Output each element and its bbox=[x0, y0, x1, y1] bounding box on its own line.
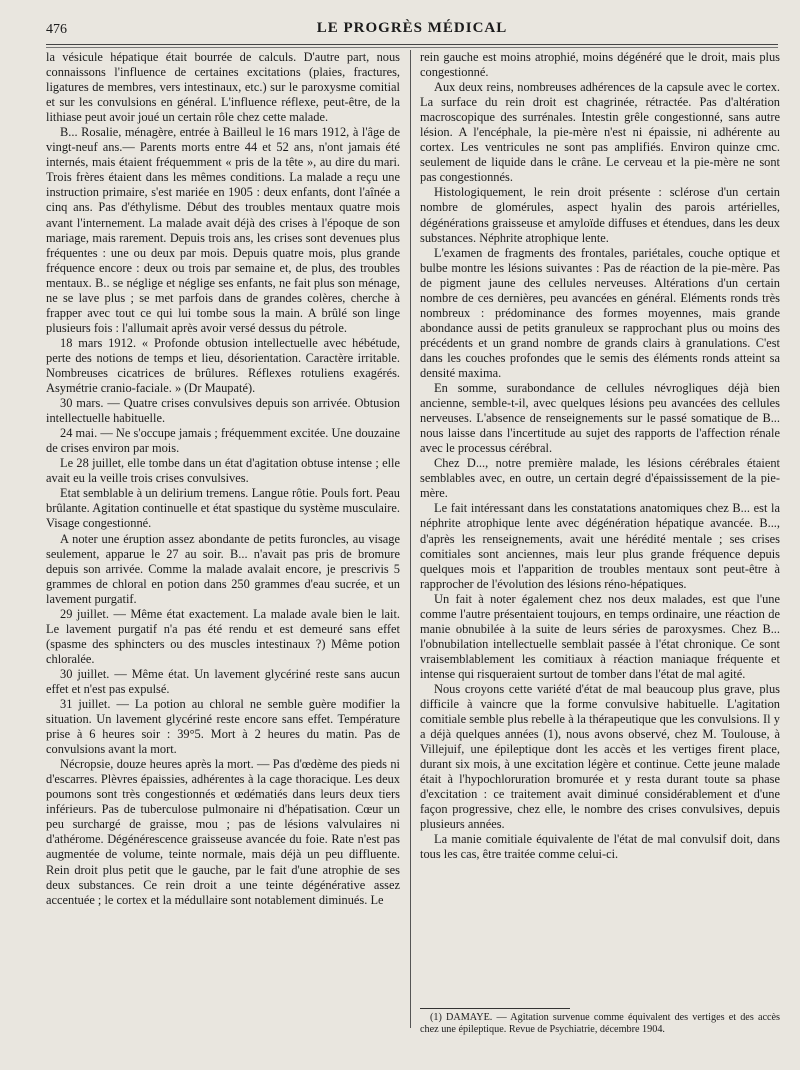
paragraph: Etat semblable à un delirium tremens. Langue rôtie. Pouls fort. Peau brûlante. Agitation continuelle et état spastique du système musculaire. Visage congestionné. bbox=[46, 486, 400, 531]
paragraph: 29 juillet. — Même état exactement. La malade avale bien le lait. Le lavement purgatif n'a pas été rendu et est demeuré sans effet (spasme des sphincters ou des muscles intestinaux ?) Même potion chloralée. bbox=[46, 606, 400, 666]
paragraph: B... Rosalie, ménagère, entrée à Bailleul le 16 mars 1912, à l'âge de vingt-neuf ans.— Parents morts entre 44 et 52 ans, n'ont jamais été internés, mais étaient fréquemment « pris de la tête », au dire du mari. Trois frères étaient dans les mêmes conditions. La malade a reçu une instruction primaire, s'est mariée en 1905 : deux enfants, dont l'aînée a cinq ans. Pas d'éthylisme. Début des troubles mentaux quatre mois avant l'internement. La malade avait déjà des crises à l'époque de son mariage, mais rarement. Depuis trois ans, les crises sont devenues plus fréquentes : une ou deux par mois. Depuis quatre mois, plus grande fréquence encore : deux ou trois par semaine et, de plus, des troubles mentaux. B.. se néglige et néglige ses enfants, ne fait plus son ménage, ne se lave plus ; se met parfois dans de grandes colères, cherche à frapper avec tout ce qui lui tombe sous la main. A brûlé son linge plusieurs fois : l'allumait après avoir versé dessus du pétrole. bbox=[46, 125, 400, 335]
paragraph: L'examen de fragments des frontales, pariétales, couche optique et bulbe montre les lésions suivantes : Pas de réaction de la pie-mère. Pas de pigment jaune des cellules nerveuses. Altérations d'un certain nombre de ces dernières, peu avancées en général. Eléments ronds très nombreux : prédominance des formes moyennes, mais grande abondance aussi de petits granuleux se rapprochant plus ou moins des précédents et un grand nombre de grands clairs à granulations. C'est dans les couches profondes que le semis des éléments ronds atteint sa densité maxima. bbox=[420, 245, 780, 380]
paragraph: Le 28 juillet, elle tombe dans un état d'agitation obtuse intense ; elle avait eu la veille trois crises convulsives. bbox=[46, 456, 400, 486]
paragraph: Nécropsie, douze heures après la mort. — Pas d'œdème des pieds ni d'escarres. Plèvres épaissies, adhérentes à la cage thoracique. Les deux poumons sont très congestionnés et œdématiés dans leurs deux tiers inférieurs. Pas de tuberculose pulmonaire ni d'hépatisation. Cœur un peu surchargé de graisse, mou ; pas de lésions valvulaires ni d'athérome. Dégénérescence graisseuse avancée du foie. Rate n'est pas augmentée de volume, teinte normale, mais déjà un peu diffluente. Rein droit plus petit que le gauche, par le fait d'une atrophie de ses deux substances. Ce rein droit a une teinte dégénérative assez accentuée ; le cortex et la médullaire sont notablement diminués. Le bbox=[46, 757, 400, 907]
journal-title: LE PROGRÈS MÉDICAL bbox=[316, 20, 508, 36]
left-column bbox=[46, 50, 400, 908]
footnote bbox=[420, 1012, 780, 1036]
column-divider bbox=[410, 50, 411, 1028]
paragraph: Le fait intéressant dans les constatations anatomiques chez B... est la néphrite atrophique lente avec dégénération hépatique avancée. B..., d'après les renseignements, avait une hérédité mentale ; ses crises comitiales sont anciennes, mais leur plus grande fréquence depuis quelques mois et l'apparition de troubles mentaux sont peut-être à rapprocher de l'évolution des lésions réno-hépatiques. bbox=[420, 501, 780, 591]
paragraph: 30 mars. — Quatre crises convulsives depuis son arrivée. Obtusion intellectuelle habituelle. bbox=[46, 396, 400, 426]
paragraph: rein gauche est moins atrophié, moins dégénéré que le droit, mais plus congestionné. bbox=[420, 50, 780, 80]
paragraph: Aux deux reins, nombreuses adhérences de la capsule avec le cortex. La surface du rein droit est chagrinée, rétractée. Pas d'altération macroscopique des surrénales. Intestin grêle congestionné, sans autre lésion. A l'encéphale, la pie-mère n'est ni épaissie, ni adhérente au cortex. Les ventricules ne sont pas amplifiés. Environ quinze cmc. seulement de liquide dans le crâne. Le cerveau et la pie-mère ne sont pas congestionnés. bbox=[420, 80, 780, 185]
page-number: 476 bbox=[46, 22, 67, 37]
paragraph: Histologiquement, le rein droit présente : sclérose d'un certain nombre de glomérules, aspect hyalin des parois artérielles, dégénérations graisseuse et amyloïde diffuses et étendues, dans les deux substances. Néphrite atrophique lente. bbox=[420, 185, 780, 245]
right-column bbox=[420, 50, 780, 863]
paragraph: A noter une éruption assez abondante de petits furoncles, au visage seulement, apparue le 27 au soir. B... n'avait pas pris de bromure depuis son arrivée. Comme la malade avalait encore, je prescrivis 5 grammes de chloral en potion dans 250 grammes d'eau sucrée, et un lavement purgatif. bbox=[46, 531, 400, 606]
header-rule bbox=[46, 44, 778, 48]
paragraph: Chez D..., notre première malade, les lésions cérébrales étaient semblables avec, en outre, un certain degré d'épaississement de la pie-mère. bbox=[420, 456, 780, 501]
paragraph: 24 mai. — Ne s'occupe jamais ; fréquemment excitée. Une douzaine de crises environ par mois. bbox=[46, 426, 400, 456]
paragraph: 30 juillet. — Même état. Un lavement glycériné reste sans aucun effet et n'est pas expulsé. bbox=[46, 666, 400, 696]
paragraph: Un fait à noter également chez nos deux malades, est que l'une comme l'autre présentaient toujours, en temps ordinaire, une réaction de manie obnubilée à la suite de leurs séries de paroxysmes. Chez B... l'obnubilation intellectuelle semblait passée à l'état chronique. Ce sont vraisemblablement les comitiaux à réaction maniaque fréquente et intense qui risqueraient surtout de tomber dans l'état de mal agité. bbox=[420, 591, 780, 681]
footnote-rule bbox=[420, 1008, 570, 1009]
paragraph: En somme, surabondance de cellules névrogliques déjà bien ancienne, semble-t-il, avec quelques lésions peu avancées des cellules nerveuses. L'absence de renseignements sur le passé somatique de B... nous laisse dans l'incertitude au sujet des rapports de l'affection rénale avec le processus cérébral. bbox=[420, 381, 780, 456]
page-header bbox=[46, 18, 778, 42]
paragraph: 18 mars 1912. « Profonde obtusion intellectuelle avec hébétude, perte des notions de temps et lieu, désorientation. Caractère irritable. Nombreuses cicatrices de brûlures. Réflexes rotuliens exagérés. Asymétrie cranio-faciale. » (Dr Maupaté). bbox=[46, 335, 400, 396]
paragraph: la vésicule hépatique était bourrée de calculs. D'autre part, nous connaissons l'influence de certaines excitations (plaies, fractures, ligatures de membres, vers intestinaux, etc.) sur le paroxysme comitial et sur les convulsions en général. L'influence réflexe, peut-être, de la lithiase peut avoir joué un certain rôle chez cette malade. bbox=[46, 50, 400, 125]
paragraph: La manie comitiale équivalente de l'état de mal convulsif doit, dans tous les cas, être traitée comme celui-ci. bbox=[420, 832, 780, 862]
paragraph: 31 juillet. — La potion au chloral ne semble guère modifier la situation. Un lavement glycériné reste encore sans effet. Température prise à 6 heures soir : 39°5. Mort à 2 heures du matin. Pas de convulsions avant la mort. bbox=[46, 697, 400, 757]
paragraph: Nous croyons cette variété d'état de mal beaucoup plus grave, plus difficile à vaincre que la forme convulsive habituelle. L'agitation comitiale semble plus rebelle à la thérapeutique que les convulsions. Il y a déjà quelques années (1), nous avons observé, chez M. Toulouse, à Villejuif, une épileptique dont les accès et les vertiges firent place, durant six mois, à une excitation légère et continue. Cette jeune malade était à l'hypochloruration bromurée et y resta durant toute sa phase d'excitation : ce traitement avait diminué considérablement et d'une façon progressive, chez elle, le nombre des crises convulsives, depuis plusieurs années. bbox=[420, 681, 780, 832]
footnote-text: (1) DAMAYE. — Agitation survenue comme équivalent des vertiges et des accès chez une épileptique. Revue de Psychiatrie, décembre 1904. bbox=[420, 1012, 780, 1035]
